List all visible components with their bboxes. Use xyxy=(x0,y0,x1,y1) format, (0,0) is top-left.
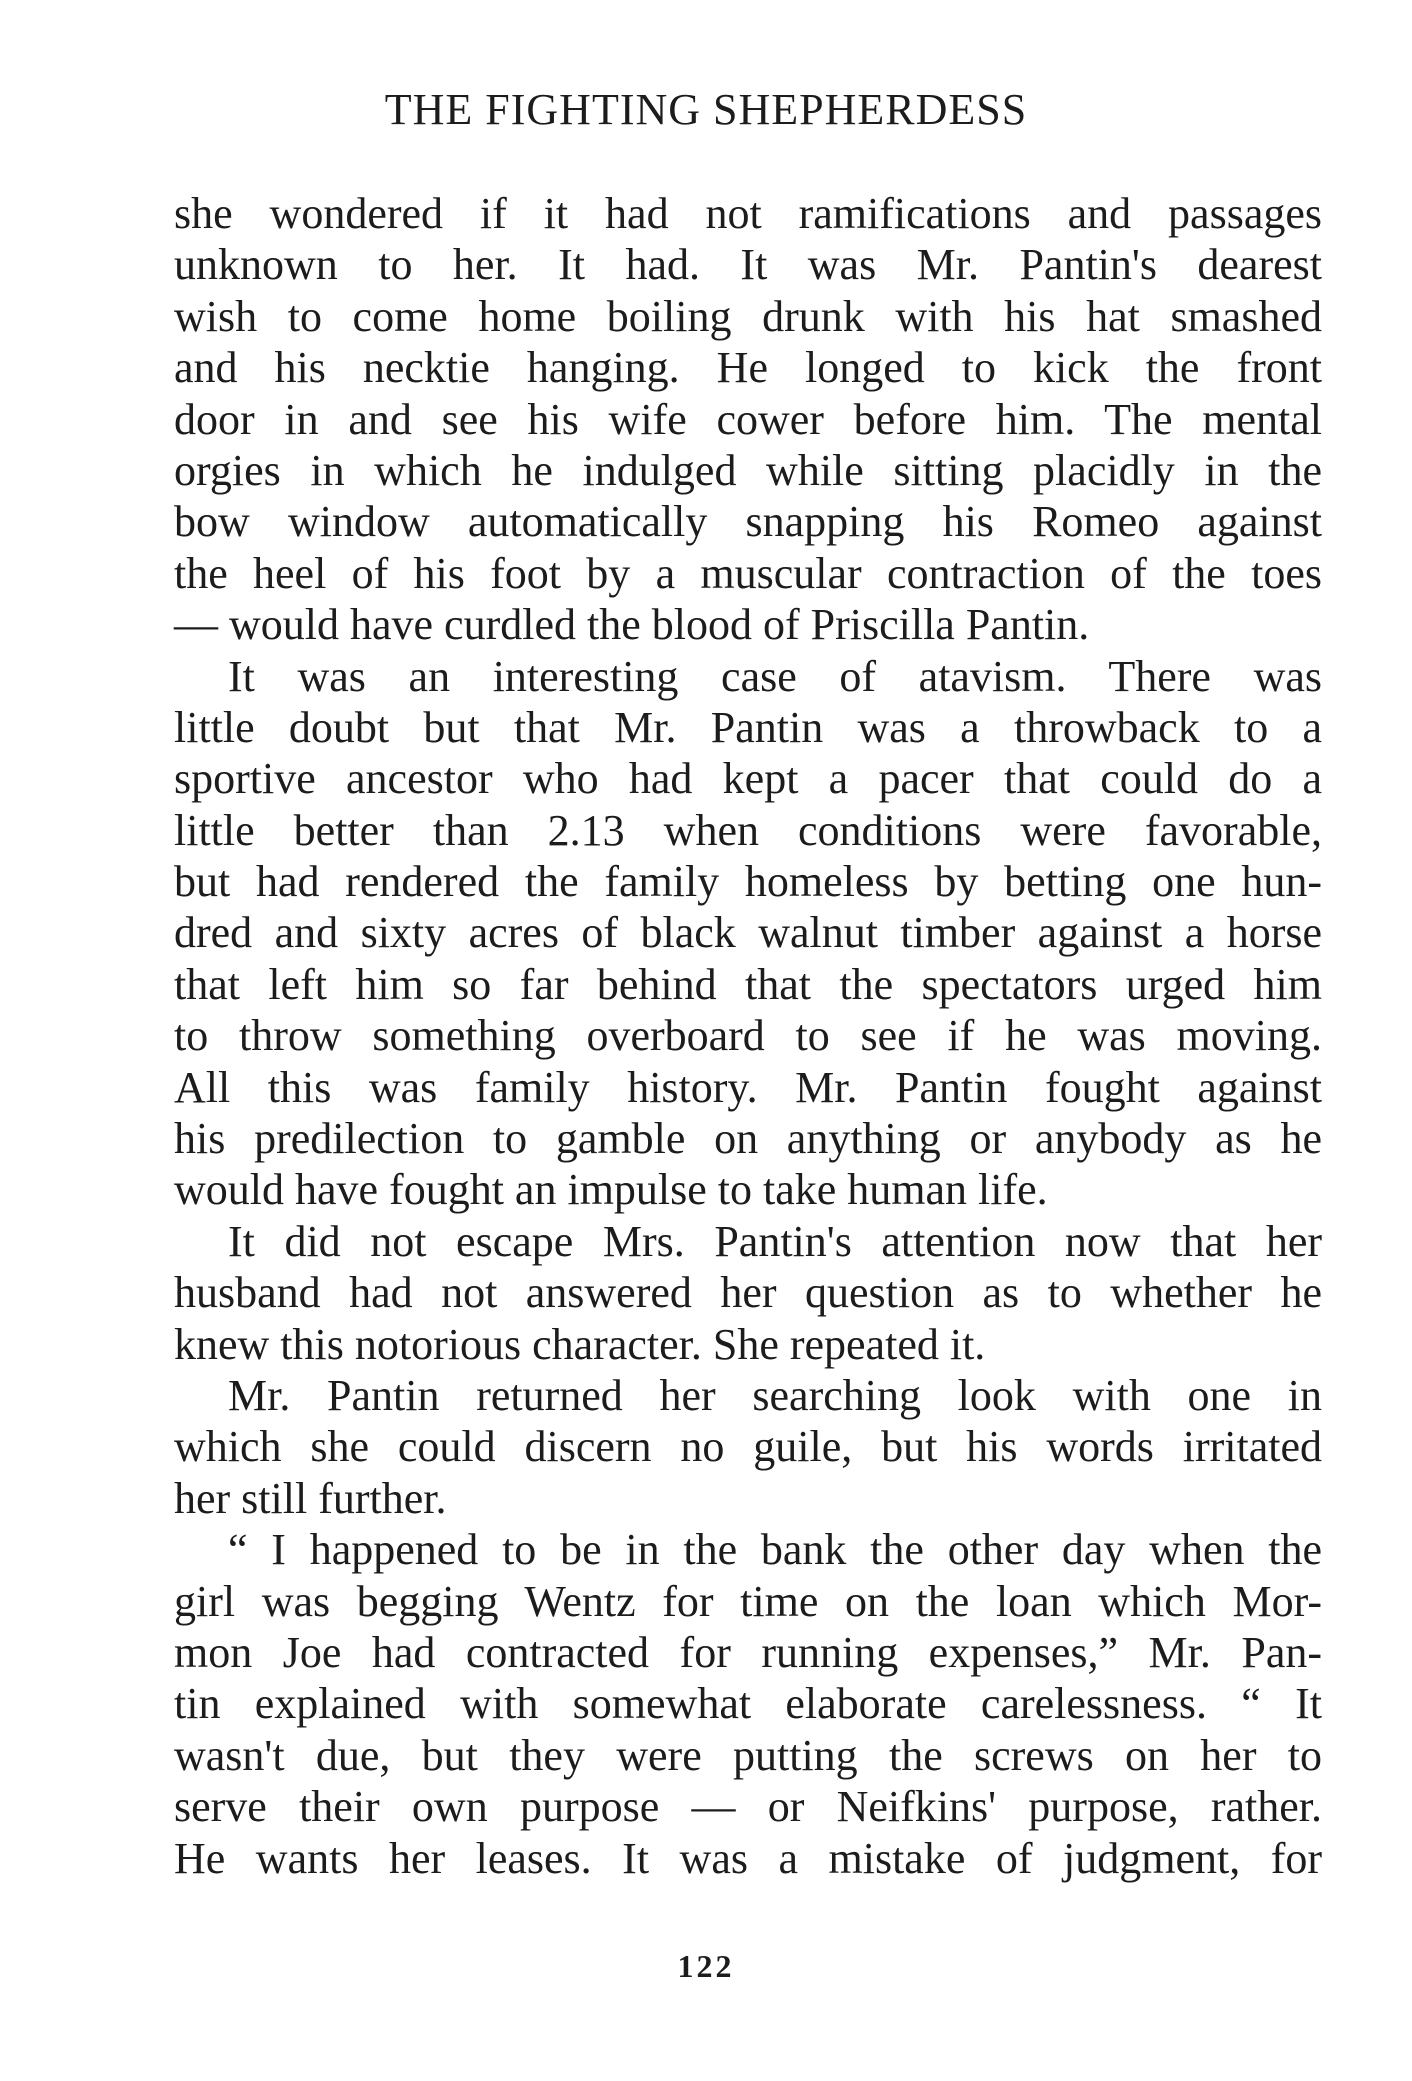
text-line: dred and sixty acres of black walnut timber against a horse xyxy=(174,908,1322,958)
text-line: and his necktie hanging. He longed to kick the front xyxy=(174,343,1322,393)
text-line: girl was begging Wentz for time on the loan which Mor- xyxy=(174,1576,1322,1626)
text-line: she wondered if it had not ramifications and passages xyxy=(174,189,1322,238)
text-line: that left him so far behind that the spectators urged him xyxy=(174,959,1322,1009)
text-line: tin explained with somewhat elaborate carelessness. “ It xyxy=(174,1679,1322,1729)
page-number: 122 xyxy=(677,1948,735,1984)
text-line: He wants her leases. It was a mistake of judgment, for xyxy=(174,1833,1322,1883)
text-line: little doubt but that Mr. Pantin was a throwback to a xyxy=(174,702,1322,752)
text-line: but had rendered the family homeless by betting one hun- xyxy=(174,857,1322,907)
body-text xyxy=(174,188,1322,1884)
text-line: which she could discern no guile, but his words irritated xyxy=(174,1422,1322,1472)
paragraph-start-line: Mr. Pantin returned her searching look with one in xyxy=(228,1370,1322,1420)
text-line: would have fought an impulse to take human life. xyxy=(174,1165,1048,1215)
text-line: husband had not answered her question as to whether he xyxy=(174,1268,1322,1318)
text-line: All this was family history. Mr. Pantin fought against xyxy=(174,1062,1322,1112)
text-line: serve their own purpose — or Neifkins' purpose, rather. xyxy=(174,1782,1322,1832)
text-line: mon Joe had contracted for running expenses,” Mr. Pan- xyxy=(174,1627,1322,1677)
text-line: her still further. xyxy=(174,1473,447,1523)
text-line: little better than 2.13 when conditions were favorable, xyxy=(174,805,1322,855)
text-line: wish to come home boiling drunk with his hat smashed xyxy=(174,291,1322,341)
text-line: knew this notorious character. She repeated it. xyxy=(174,1319,986,1369)
text-line: the heel of his foot by a muscular contraction of the toes xyxy=(174,548,1322,598)
paragraph-start-line: It was an interesting case of atavism. There was xyxy=(228,651,1322,701)
text-line: bow window automatically snapping his Romeo against xyxy=(174,497,1322,547)
text-line: unknown to her. It had. It was Mr. Pantin's dearest xyxy=(174,240,1322,290)
running-head: THE FIGHTING SHEPHERDESS xyxy=(384,85,1028,134)
paragraph-start-line: “ I happened to be in the bank the other day when the xyxy=(228,1525,1322,1575)
text-line: to throw something overboard to see if he was moving. xyxy=(174,1011,1322,1061)
text-line: orgies in which he indulged while sitting placidly in the xyxy=(174,445,1322,495)
text-line: his predilection to gamble on anything or anybody as he xyxy=(174,1114,1322,1164)
text-line: door in and see his wife cower before him. The mental xyxy=(174,394,1322,444)
paragraph-start-line: It did not escape Mrs. Pantin's attention now that her xyxy=(228,1216,1322,1266)
text-line: wasn't due, but they were putting the screws on her to xyxy=(174,1730,1322,1780)
text-line: sportive ancestor who had kept a pacer that could do a xyxy=(174,754,1322,804)
text-line: — would have curdled the blood of Priscilla Pantin. xyxy=(174,600,1090,650)
